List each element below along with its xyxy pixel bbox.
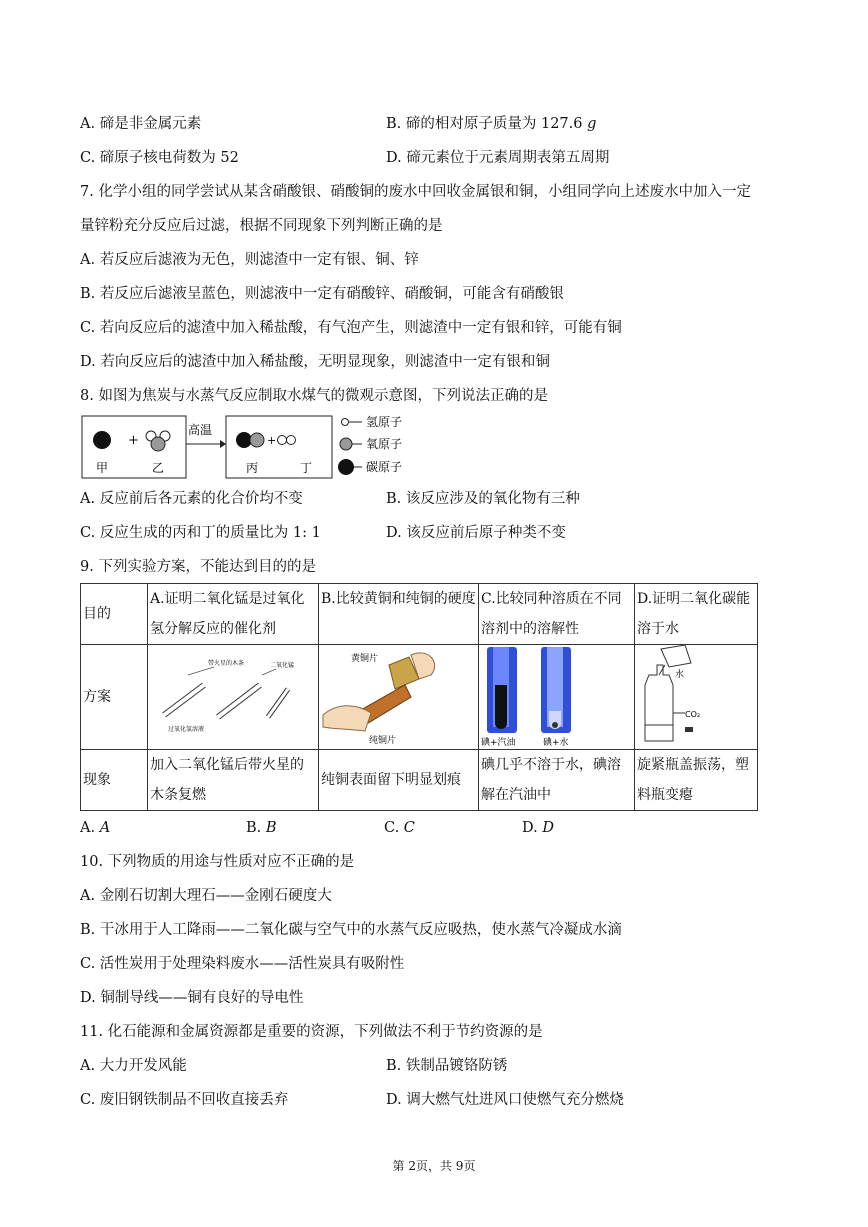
q9-option-d-prefix: D. <box>522 820 543 836</box>
carbon-atom-jia <box>93 431 111 449</box>
label-yi: 乙 <box>152 461 165 475</box>
q9-option-c <box>384 818 415 838</box>
q11-option-b: B. 铁制品镀铬防锈 <box>386 1058 508 1074</box>
label-bing: 丙 <box>246 461 259 475</box>
q9-option-a <box>80 818 110 838</box>
q8-option-c: C. 反应生成的丙和丁的质量比为 1: 1 <box>80 525 321 541</box>
legend-o-icon <box>340 438 352 450</box>
table-row-purpose <box>81 584 758 645</box>
q6-option-c: C. 碲原子核电荷数为 52 <box>80 150 239 166</box>
scheme-a-label-2: 过氧化氢溶液 <box>168 726 205 733</box>
row-label-phenomenon: 现象 <box>81 750 148 811</box>
plus-sign-1: + <box>128 433 139 448</box>
q10-option-b: B. 干冰用于人工降雨——二氧化碳与空气中的水蒸气反应吸热，使水蒸气冷凝成水滴 <box>80 922 622 938</box>
q9-option-b-letter: B <box>265 820 277 836</box>
q6-option-d: D. 碲元素位于元素周期表第五周期 <box>386 150 610 166</box>
q7-option-d: D. 若向反应后的滤渣中加入稀盐酸，无明显现象，则滤渣中一定有银和铜 <box>80 354 550 370</box>
table-row-scheme <box>81 645 758 750</box>
scheme-b-label-2: 纯铜片 <box>369 736 397 746</box>
scheme-b-diagram <box>319 645 474 749</box>
q9-stem: 9. 下列实验方案，不能达到目的的是 <box>80 559 316 575</box>
q6-option-b <box>386 114 596 134</box>
q6-option-b-unit: g <box>587 116 597 132</box>
legend-c-icon <box>338 459 354 475</box>
scheme-c-cell <box>479 645 635 750</box>
scheme-a-label-1: 带火星的木条 <box>208 660 245 667</box>
scheme-b-cell <box>319 645 479 750</box>
q9-option-b-prefix: B. <box>246 820 266 836</box>
q10-option-a: A. 金刚石切割大理石——金刚石硬度大 <box>80 888 332 904</box>
q10-option-c: C. 活性炭用于处理染料废水——活性炭具有吸附性 <box>80 956 405 972</box>
h-atom-ding-2 <box>287 436 296 445</box>
q9-option-b <box>246 818 277 838</box>
phenomenon-a: 加入二氧化锰后带火星的木条复燃 <box>148 750 319 811</box>
q8-stem: 8. 如图为焦炭与水蒸气反应制取水煤气的微观示意图，下列说法正确的是 <box>80 388 548 404</box>
q8-option-d: D. 该反应前后原子种类不变 <box>386 525 566 541</box>
q9-option-a-letter: A <box>99 820 111 836</box>
page-footer: 第 2页，共 9页 <box>392 1159 476 1173</box>
scheme-d-label-2: CO₂ <box>685 710 701 719</box>
q6-option-a: A. 碲是非金属元素 <box>80 116 202 132</box>
scheme-a-diagram <box>148 645 314 749</box>
h-atom-ding-1 <box>278 436 287 445</box>
q11-option-d: D. 调大燃气灶进风口使燃气充分燃烧 <box>386 1092 624 1108</box>
q7-option-a: A. 若反应后滤液为无色，则滤渣中一定有银、铜、锌 <box>80 252 419 268</box>
plus-sign-2: + <box>267 434 277 447</box>
purpose-d: D.证明二氧化碳能溶于水 <box>635 584 758 645</box>
condition-label: 高温 <box>188 423 213 437</box>
q9-option-d-letter: D <box>542 820 554 836</box>
purpose-c: C.比较同种溶质在不同溶剂中的溶解性 <box>479 584 635 645</box>
o-atom-yi <box>151 437 165 451</box>
q9-option-c-letter: C <box>403 820 415 836</box>
phenomenon-b: 纯铜表面留下明显划痕 <box>319 750 479 811</box>
q11-option-c: C. 废旧钢铁制品不回收直接丢弃 <box>80 1092 289 1108</box>
q9-option-d <box>522 818 554 838</box>
phenomenon-c: 碘几乎不溶于水，碘溶解在汽油中 <box>479 750 635 811</box>
q9-option-c-prefix: C. <box>384 820 404 836</box>
purpose-a: A.证明二氧化锰是过氧化氢分解反应的催化剂 <box>148 584 319 645</box>
o-atom-bing <box>250 433 264 447</box>
q8-option-b: B. 该反应涉及的氧化物有三种 <box>386 491 580 507</box>
q7-stem-line2: 量锌粉充分反应后过滤，根据不同现象下列判断正确的是 <box>80 218 443 234</box>
q10-option-d: D. 铜制导线——铜有良好的导电性 <box>80 990 304 1006</box>
scheme-a-cell <box>148 645 319 750</box>
q9-option-a-prefix: A. <box>80 820 100 836</box>
table-row-phenomenon <box>81 750 758 811</box>
scheme-d-cell <box>635 645 758 750</box>
scheme-d-label-1: 水 <box>675 670 685 680</box>
q9-experiment-table <box>80 583 758 811</box>
q7-stem-line1: 7. 化学小组的同学尝试从某含硝酸银、硝酸铜的废水中回收金属银和铜，小组同学向上述废水中加入一定 <box>80 184 751 200</box>
q8-option-a: A. 反应前后各元素的化合价均不变 <box>80 491 303 507</box>
q7-option-c: C. 若向反应后的滤渣中加入稀盐酸，有气泡产生，则滤渣中一定有银和锌，可能有铜 <box>80 320 622 336</box>
legend-h-label: 氢原子 <box>366 415 403 429</box>
q6-option-b-text: B. 碲的相对原子质量为 127.6 <box>386 116 588 132</box>
legend-c-label: 碳原子 <box>366 460 403 474</box>
scheme-c-diagram <box>479 645 630 749</box>
scheme-d-diagram <box>635 645 753 749</box>
q11-option-a: A. 大力开发风能 <box>80 1058 187 1074</box>
legend-o-label: 氧原子 <box>366 437 403 451</box>
legend-h-icon <box>342 419 349 426</box>
scheme-a-label-3: 二氧化锰 <box>270 662 295 669</box>
q11-stem: 11. 化石能源和金属资源都是重要的资源，下列做法不利于节约资源的是 <box>80 1024 543 1040</box>
purpose-b: B.比较黄铜和纯铜的硬度 <box>319 584 479 645</box>
q10-stem: 10. 下列物质的用途与性质对应不正确的是 <box>80 854 355 870</box>
scheme-b-label-1: 黄铜片 <box>351 654 379 664</box>
phenomenon-d: 旋紧瓶盖振荡，塑料瓶变瘪 <box>635 750 758 811</box>
row-label-purpose: 目的 <box>81 584 148 645</box>
label-jia: 甲 <box>96 461 109 475</box>
scheme-c-label-2: 碘+水 <box>543 738 569 748</box>
scheme-c-label-1: 碘+汽油 <box>481 738 516 748</box>
row-label-scheme: 方案 <box>81 645 148 750</box>
q8-reaction-diagram <box>80 412 440 484</box>
q7-option-b: B. 若反应后滤液呈蓝色，则滤液中一定有硝酸锌、硝酸铜，可能含有硝酸银 <box>80 286 564 302</box>
label-ding: 丁 <box>300 461 313 475</box>
